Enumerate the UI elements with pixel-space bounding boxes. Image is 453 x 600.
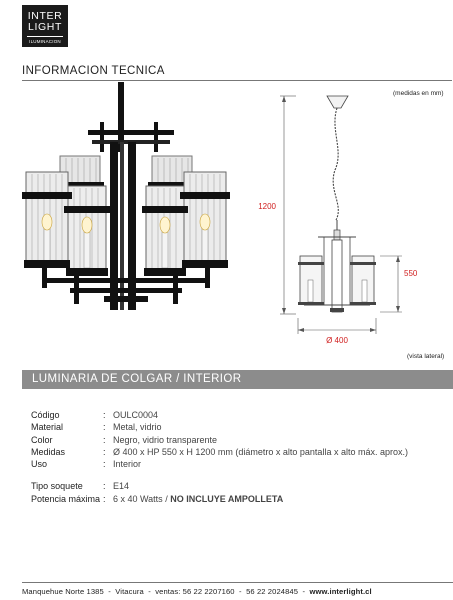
bulb-note: NO INCLUYE AMPOLLETA <box>170 493 284 504</box>
footer-address: Manquehue Norte 1385 - Vitacura - ventas: 56 22 2207160 - 56 22 2024845 - <box>22 587 310 596</box>
dim-height-shade: 550 <box>404 269 418 278</box>
spec-row-material: Material : Metal, vidrio <box>31 422 162 433</box>
spec-label: Código <box>31 410 60 420</box>
spec-value: Interior <box>113 459 142 470</box>
section-title: INFORMACION TECNICA <box>22 65 165 77</box>
power-separator: / <box>162 493 171 504</box>
footer-website[interactable]: www.interlight.cl <box>309 587 372 596</box>
logo-line-1: INTER <box>27 10 63 22</box>
spec-label: Potencia máxima <box>31 493 101 504</box>
spec-row-power: Potencia máxima : 6 x 40 Watts / NO INCLUYE AMPOLLETA <box>31 493 284 504</box>
product-photo <box>16 82 236 322</box>
spec-value: Negro, vidrio transparente <box>113 434 218 445</box>
dim-height-total: 1200 <box>258 202 276 211</box>
spec-label: Material <box>31 422 64 433</box>
spec-label: Color <box>31 434 53 445</box>
specs-table <box>31 409 408 505</box>
spec-value: E14 <box>113 481 130 492</box>
dim-diameter: Ø 400 <box>326 336 348 345</box>
spec-row-color: Color : Negro, vidrio transparente <box>31 434 218 445</box>
logo-line-2: LIGHT <box>28 21 62 33</box>
logo-divider <box>27 36 63 37</box>
dimension-diagram <box>240 90 440 350</box>
spec-label: Medidas <box>31 446 66 457</box>
power-value: 6 x 40 Watts <box>113 493 163 504</box>
spec-label: Tipo soquete <box>31 481 83 492</box>
spec-row-dimensions: Medidas : Ø 400 x HP 550 x H 1200 mm (diámetro x alto pantalla x alto máx. aprox.) <box>31 446 408 457</box>
logo-line-3: ILUMINACION <box>29 39 61 44</box>
spec-label: Uso <box>31 459 48 470</box>
category-band <box>22 370 453 389</box>
measure-note: (medidas en mm) <box>393 90 444 97</box>
spec-value <box>113 493 283 505</box>
spec-value: OULC0004 <box>113 410 159 420</box>
brand-logo <box>22 5 68 47</box>
spec-row-code: Código : OULC0004 <box>31 410 159 420</box>
top-divider <box>22 80 452 81</box>
category-title: LUMINARIA DE COLGAR / INTERIOR <box>32 373 242 385</box>
bottom-divider <box>22 582 453 583</box>
spec-row-use: Uso : Interior <box>31 459 142 470</box>
spec-value: Ø 400 x HP 550 x H 1200 mm (diámetro x alto pantalla x alto máx. aprox.) <box>113 446 408 457</box>
footer <box>22 587 372 596</box>
spec-value: Metal, vidrio <box>113 422 162 433</box>
spec-row-socket: Tipo soquete : E14 <box>31 481 130 492</box>
lateral-view-note: (vista lateral) <box>407 353 445 360</box>
